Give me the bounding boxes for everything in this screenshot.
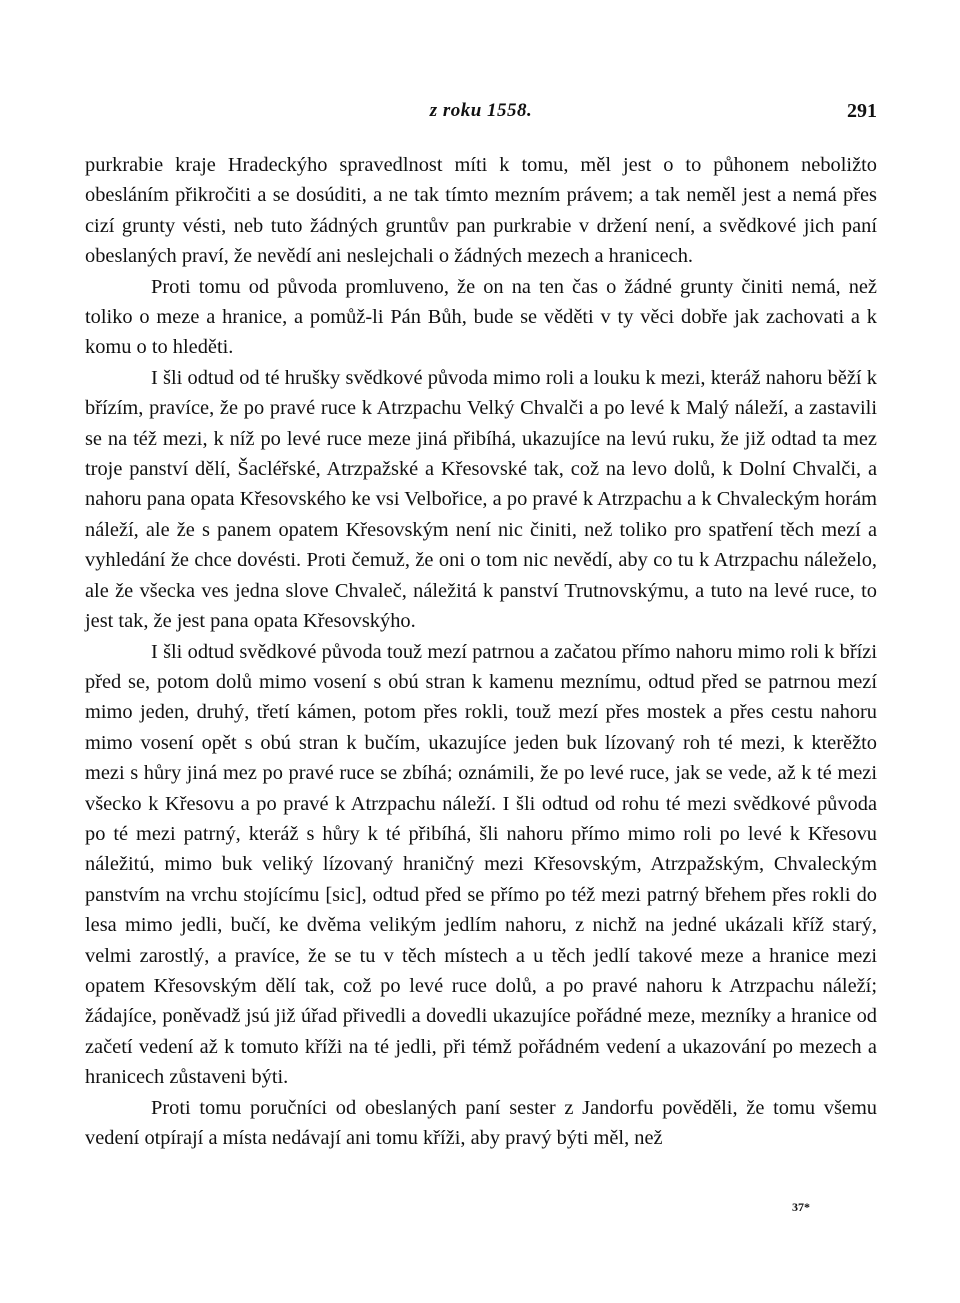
- body-text: [85, 150, 877, 1153]
- paragraph-4: I šli odtud svědkové původa touž mezí patrnou a začatou přímo nahoru mimo roli k břízi před se, potom dolů mimo vosení s obú stran k kamenu meznímu, odtud před se patrnou mezí mimo jeden, druhý, třetí kámen, potom přes rokli, touž mezí přes mostek a přes cestu nahoru mimo vosení opět s obú stran k bučím, ukazujíce jeden buk lízovaný roh té mezi, k kterěžto mezi s hůry jiná mez po pravé ruce se zbíhá; oznámili, že po levé ruce, jak se vede, až k té mezi všecko k Křesovu a po pravé k Atrzpachu náleží. I šli odtud od rohu té mezi svědkové původa po té mezi patrný, kteráž s hůry k té přibíhá, šli nahoru přímo mimo roli po levé k Křesovu náležitú, mimo buk veliký lízovaný hraničný mezi Křesovským, Atrzpažským, Chvaleckým panstvím na vrchu stojícímu [sic], odtud před se přímo po též mezi patrný břehem přes rokli do lesa mimo jedli, bučí, ke dvěma velikým jedlím nahoru, z nichž na jedné ukázali kříž starý, velmi zarostlý, a pravíce, že se tu v těch místech a u těch jedlí takové meze a hranice mezi opatem Křesovským dělí tak, což po levé ruce dolů, a po pravé nahoru k Atrzpachu náleží; žádajíce, poněvadž jsú již úřad přivedli a dovedli ukazujíce pořádné meze, mezníky a hranice od začetí vedení až k tomuto kříži na té jedli, při témž pořádném vedení a ukazování po mezech a hranicech zůstaveni býti.: [85, 640, 877, 1089]
- page-number: 291: [847, 100, 877, 122]
- paragraph-3: I šli odtud od té hrušky svědkové původa mimo roli a louku k mezi, kteráž nahoru běží k břízím, pravíce, že po pravé ruce k Atrzpachu Velký Chvalči a po levé k Malý náleží, a zastavili se na též mezi, k níž po levé ruce meze jiná přibíhá, ukazujíce na levú ruku, že již odtad ta mez troje panství dělí, Šacléřské, Atrzpažské a Křesovské tak, což na levo dolů, k Dolní Chvalči, a nahoru pana opata Křesovského ke vsi Velbořice, a po pravé k Atrzpachu a k Chvaleckým horám náleží, ale že s panem opatem Křesovským není nic činiti, než toliko pro spatření těch mezí a vyhledání že chce dovésti. Proti čemuž, že oni o tom nic nevědí, aby co tu k Atrzpachu náleželo, ale že všecka ves jedna slove Chvaleč, náležitá k panství Trutnovskýmu, a tuto na levé ruce, to jest tak, že jest pana opata Křesovskýho.: [85, 366, 877, 633]
- paragraph-2: Proti tomu od původa promluveno, že on na ten čas o žádné grunty činiti nemá, než toliko o meze a hranice, a pomůž-li Pán Bůh, bude se věděti v ty věci dobře jak zachovati a k komu o to hleděti.: [85, 275, 877, 359]
- signature-mark: 37*: [792, 1200, 810, 1214]
- paragraph-5: Proti tomu poručníci od obeslaných paní sester z Jandorfu pověděli, že tomu všemu vedení otpírají a místa nedávají ani tomu kříži, aby pravý býti měl, než: [85, 1096, 877, 1149]
- running-title: z roku 1558.: [429, 100, 533, 121]
- paragraph-1: purkrabie kraje Hradeckýho spravedlnost míti k tomu, měl jest o to půhonem neboližto obesláním přikročiti a se dosúditi, a ne tak tímto mezním právem; a tak neměl jest a nemá přes cizí grunty vésti, neb tuto žádných gruntův pan purkrabie v držení není, a svědkové jich paní obeslaných praví, že nevědí ani neslejchali o žádných mezech a hranicech.: [85, 154, 877, 268]
- running-head: [85, 100, 877, 132]
